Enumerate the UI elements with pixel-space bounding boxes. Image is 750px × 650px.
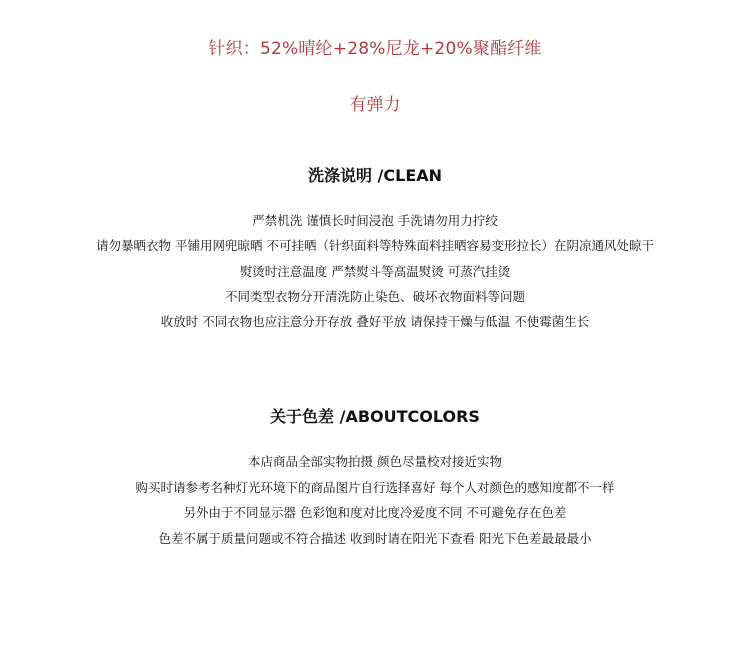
color-note-line: 购买时请参考名种灯光环境下的商品图片自行选择喜好 每个人对颜色的感知度都不一样 bbox=[135, 480, 615, 495]
color-difference-title: 关于色差 /ABOUTCOLORS bbox=[270, 407, 480, 426]
color-note-line: 本店商品全部实物拍摄 颜色尽量校对接近实物 bbox=[248, 454, 502, 469]
washing-line: 严禁机洗 谨慎长时间浸泡 手洗请勿用力拧绞 bbox=[252, 213, 498, 228]
color-note-line: 另外由于不同显示器 色彩饱和度对比度冷爱度不同 不可避免存在色差 bbox=[183, 505, 567, 520]
washing-line: 不同类型衣物分开清洗防止染色、破坏衣物面料等问题 bbox=[224, 289, 525, 304]
washing-instructions-title: 洗涤说明 /CLEAN bbox=[307, 166, 443, 185]
material-composition: 针织：52%晴纶+28%尼龙+20%聚酯纤维 bbox=[208, 39, 542, 59]
washing-line: 收放时 不同衣物也应注意分开存放 叠好平放 请保持干燥与低温 不使霉菌生长 bbox=[160, 314, 590, 329]
color-note-line: 色差不属于质量问题或不符合描述 收到时请在阳光下查看 阳光下色差最最最小 bbox=[158, 531, 592, 546]
stretch-note: 有弹力 bbox=[349, 95, 401, 115]
washing-line: 熨烫时注意温度 严禁熨斗等高温熨烫 可蒸汽挂烫 bbox=[239, 264, 511, 279]
washing-line: 请勿暴晒衣物 平铺用网兜晾晒 不可挂晒（针织面料等特殊面料挂晒容易变形拉长）在阴凉通风处晾干 bbox=[96, 238, 654, 253]
